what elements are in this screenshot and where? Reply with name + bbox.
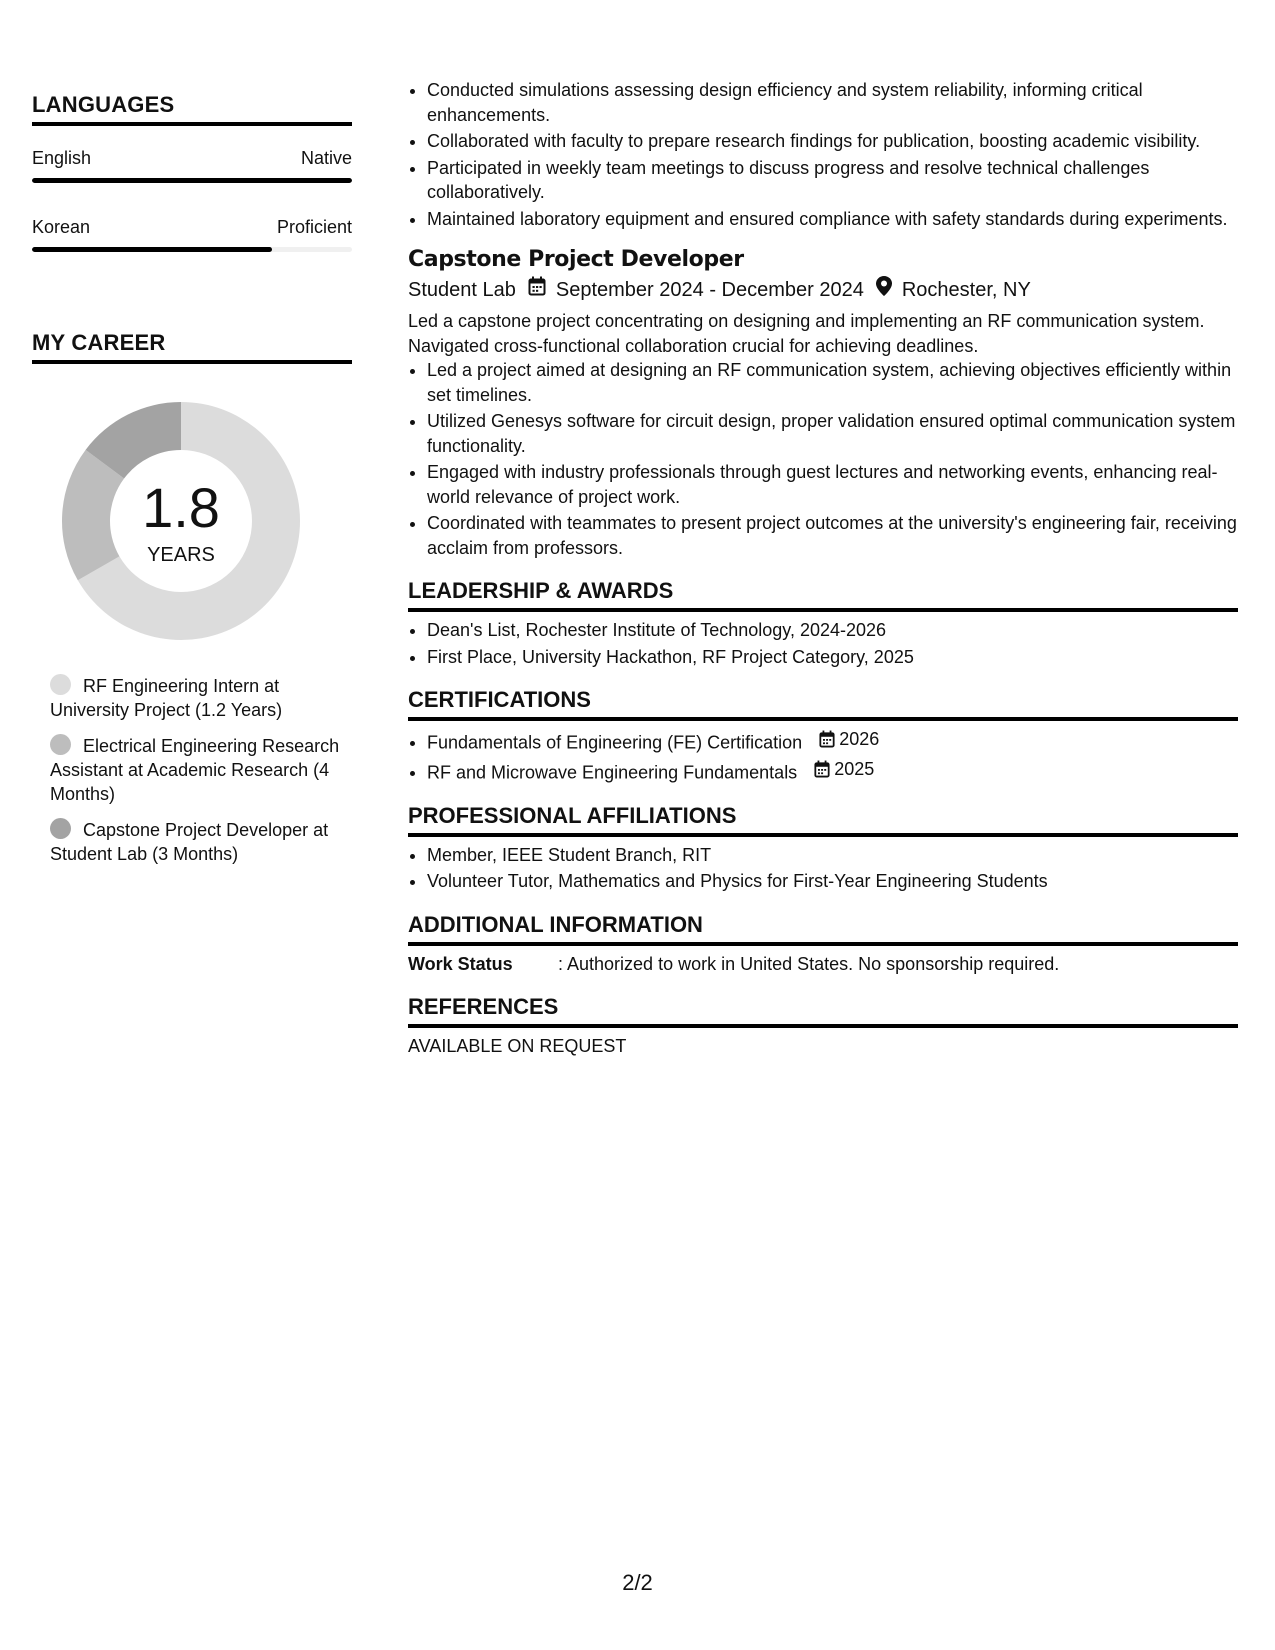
- language-proficiency-fill: [32, 247, 272, 252]
- references-section: [408, 992, 1238, 1059]
- page-number: 2/2: [622, 1570, 653, 1595]
- work-status-label: Work Status: [408, 953, 513, 974]
- career-legend-label: Capstone Project Developer at Student Lab (3 Months): [50, 820, 329, 864]
- languages-section: [32, 92, 352, 252]
- career-legend-label: RF Engineering Intern at University Project (1.2 Years): [50, 676, 283, 720]
- certification-name: RF and Microwave Engineering Fundamentals: [427, 762, 798, 782]
- career-legend-item: [50, 818, 352, 866]
- language-name: English: [32, 148, 92, 168]
- career-total-unit: YEARS: [147, 544, 215, 566]
- list-item: • Dean's List, Rochester Institute of Technology, 2024-2026: [427, 618, 1238, 643]
- list-item: • Participated in weekly team meetings to discuss progress and resolve technical challenges collaboratively.: [427, 156, 1238, 205]
- list-item: • Conducted simulations assessing design efficiency and system reliability, informing critical enhancements.: [427, 78, 1238, 127]
- list-item: • Volunteer Tutor, Mathematics and Physics for First-Year Engineering Students: [427, 869, 1238, 894]
- language-proficiency-bar: [32, 178, 352, 183]
- career-heading: MY CAREER: [32, 330, 352, 364]
- certification-date: [814, 757, 874, 782]
- list-item: • Member, IEEE Student Branch, RIT: [427, 843, 1238, 868]
- career-legend-item: [50, 674, 352, 722]
- certification-year: 2026: [839, 729, 880, 749]
- affiliations-section: [408, 801, 1238, 894]
- list-item: • Utilized Genesys software for circuit design, proper validation ensured optimal communication system functionality.: [427, 409, 1238, 458]
- affiliations-list: [408, 843, 1238, 894]
- list-item: • Coordinated with teammates to present project outcomes at the university's engineering fair, receiving acclaim from professors.: [427, 511, 1238, 560]
- list-item: [427, 757, 1238, 785]
- language-proficiency-fill: [32, 178, 352, 183]
- language-proficiency-bar: [32, 247, 352, 252]
- career-total-years: 1.8: [142, 476, 220, 539]
- job-location: Rochester, NY: [901, 279, 1031, 301]
- list-item: • First Place, University Hackathon, RF Project Category, 2025: [427, 645, 1238, 670]
- career-legend-item: [50, 734, 352, 806]
- leadership-heading: LEADERSHIP & AWARDS: [408, 576, 1238, 612]
- job-summary: Led a capstone project concentrating on designing and implementing an RF communication system. Navigated cross-functional collaboration crucial for achieving deadlines.: [408, 311, 1205, 356]
- references-text: AVAILABLE ON REQUEST: [408, 1036, 627, 1056]
- calendar-icon: [528, 275, 546, 305]
- job-meta: [408, 275, 1238, 305]
- list-item: • Engaged with industry professionals through guest lectures and networking events, enhancing real-world relevance of project work.: [427, 460, 1238, 509]
- previous-job-bullets: [408, 78, 1238, 231]
- legend-dot-icon: [50, 734, 71, 755]
- language-name: Korean: [32, 217, 91, 237]
- sidebar: [32, 92, 352, 878]
- language-level: Proficient: [276, 217, 352, 237]
- work-status-value: : Authorized to work in United States. No sponsorship required.: [558, 953, 1060, 974]
- career-legend-label: Electrical Engineering Research Assistant at Academic Research (4 Months): [50, 736, 340, 804]
- list-item: • Maintained laboratory equipment and ensured compliance with safety standards during experiments.: [427, 207, 1238, 232]
- affiliations-heading: PROFESSIONAL AFFILIATIONS: [408, 801, 1238, 837]
- career-donut-chart: [56, 396, 306, 646]
- languages-heading: LANGUAGES: [32, 92, 352, 126]
- leadership-section: [408, 576, 1238, 669]
- work-status-row: [408, 952, 1238, 977]
- certifications-list: [408, 727, 1238, 785]
- job-bullets: [408, 358, 1238, 560]
- job-entry: [408, 245, 1238, 560]
- main-content: [408, 78, 1238, 1059]
- calendar-icon: [814, 760, 830, 778]
- language-item: [32, 148, 352, 183]
- legend-dot-icon: [50, 818, 71, 839]
- career-legend: [32, 674, 352, 866]
- list-item: [427, 727, 1238, 755]
- calendar-icon: [819, 730, 835, 748]
- certification-year: 2025: [834, 758, 875, 779]
- list-item: • Collaborated with faculty to prepare research findings for publication, boosting academic visibility.: [427, 129, 1238, 154]
- list-item: • Led a project aimed at designing an RF communication system, achieving objectives efficiently within set timelines.: [427, 358, 1238, 407]
- additional-info-section: [408, 910, 1238, 977]
- language-item: [32, 217, 352, 252]
- job-dates: September 2024 - December 2024: [555, 279, 864, 301]
- certifications-section: [408, 685, 1238, 785]
- legend-dot-icon: [50, 674, 71, 695]
- career-section: [32, 330, 352, 866]
- leadership-list: [408, 618, 1238, 669]
- job-title: Capstone Project Developer: [408, 247, 744, 272]
- language-level: Native: [300, 148, 352, 168]
- location-pin-icon: [876, 275, 892, 305]
- additional-info-heading: ADDITIONAL INFORMATION: [408, 910, 1238, 946]
- certification-date: [819, 727, 879, 752]
- job-company: Student Lab: [408, 279, 516, 301]
- references-heading: REFERENCES: [408, 992, 1238, 1028]
- certification-name: Fundamentals of Engineering (FE) Certification: [427, 732, 803, 753]
- certifications-heading: CERTIFICATIONS: [408, 685, 1238, 721]
